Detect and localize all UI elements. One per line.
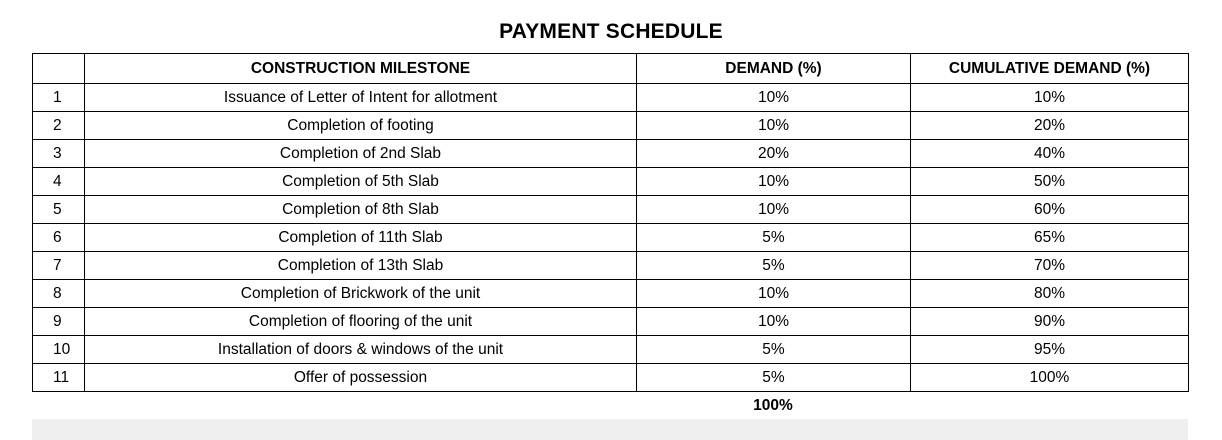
row-milestone: Installation of doors & windows of the unit: [85, 336, 637, 364]
row-milestone: Completion of flooring of the unit: [85, 308, 637, 336]
row-number: 10: [33, 336, 85, 364]
row-number: 9: [33, 308, 85, 336]
row-demand: 10%: [637, 196, 911, 224]
row-milestone: Issuance of Letter of Intent for allotment: [85, 84, 637, 112]
row-demand: 5%: [637, 224, 911, 252]
table-row: [33, 308, 1189, 336]
table-row: [33, 168, 1189, 196]
row-cumulative-demand: 10%: [911, 84, 1189, 112]
header-demand: DEMAND (%): [637, 54, 911, 84]
table-row: [33, 112, 1189, 140]
table-row: [33, 252, 1189, 280]
row-demand: 10%: [637, 168, 911, 196]
header-cumulative-demand: CUMULATIVE DEMAND (%): [911, 54, 1189, 84]
row-number: 8: [33, 280, 85, 308]
row-demand: 10%: [637, 112, 911, 140]
row-demand: 10%: [637, 84, 911, 112]
row-cumulative-demand: 40%: [911, 140, 1189, 168]
row-milestone: Completion of 13th Slab: [85, 252, 637, 280]
footer-band: [32, 419, 1188, 440]
header-number: [33, 54, 85, 84]
table-row: [33, 224, 1189, 252]
row-cumulative-demand: 95%: [911, 336, 1189, 364]
row-milestone: Completion of 11th Slab: [85, 224, 637, 252]
row-milestone: Completion of Brickwork of the unit: [85, 280, 637, 308]
row-number: 4: [33, 168, 85, 196]
row-demand: 20%: [637, 140, 911, 168]
row-milestone: Completion of 5th Slab: [85, 168, 637, 196]
total-demand: 100%: [753, 397, 793, 414]
row-milestone: Completion of 8th Slab: [85, 196, 637, 224]
payment-schedule-table: [32, 53, 1189, 392]
row-demand: 5%: [637, 336, 911, 364]
page-title: PAYMENT SCHEDULE: [499, 20, 723, 43]
row-milestone: Offer of possession: [85, 364, 637, 392]
row-cumulative-demand: 50%: [911, 168, 1189, 196]
row-number: 7: [33, 252, 85, 280]
row-number: 2: [33, 112, 85, 140]
row-number: 5: [33, 196, 85, 224]
row-demand: 10%: [637, 280, 911, 308]
row-number: 11: [33, 364, 85, 392]
table-row: [33, 336, 1189, 364]
table-row: [33, 140, 1189, 168]
header-milestone: CONSTRUCTION MILESTONE: [85, 54, 637, 84]
row-cumulative-demand: 60%: [911, 196, 1189, 224]
row-cumulative-demand: 20%: [911, 112, 1189, 140]
row-cumulative-demand: 70%: [911, 252, 1189, 280]
table-row: [33, 364, 1189, 392]
table-body: [33, 84, 1189, 392]
row-cumulative-demand: 65%: [911, 224, 1189, 252]
row-milestone: Completion of footing: [85, 112, 637, 140]
row-number: 3: [33, 140, 85, 168]
row-cumulative-demand: 90%: [911, 308, 1189, 336]
table-row: [33, 84, 1189, 112]
row-demand: 5%: [637, 252, 911, 280]
row-cumulative-demand: 80%: [911, 280, 1189, 308]
row-demand: 5%: [637, 364, 911, 392]
table-row: [33, 280, 1189, 308]
row-number: 6: [33, 224, 85, 252]
table-row: [33, 196, 1189, 224]
row-demand: 10%: [637, 308, 911, 336]
row-number: 1: [33, 84, 85, 112]
row-milestone: Completion of 2nd Slab: [85, 140, 637, 168]
row-cumulative-demand: 100%: [911, 364, 1189, 392]
table-header-row: [33, 54, 1189, 84]
